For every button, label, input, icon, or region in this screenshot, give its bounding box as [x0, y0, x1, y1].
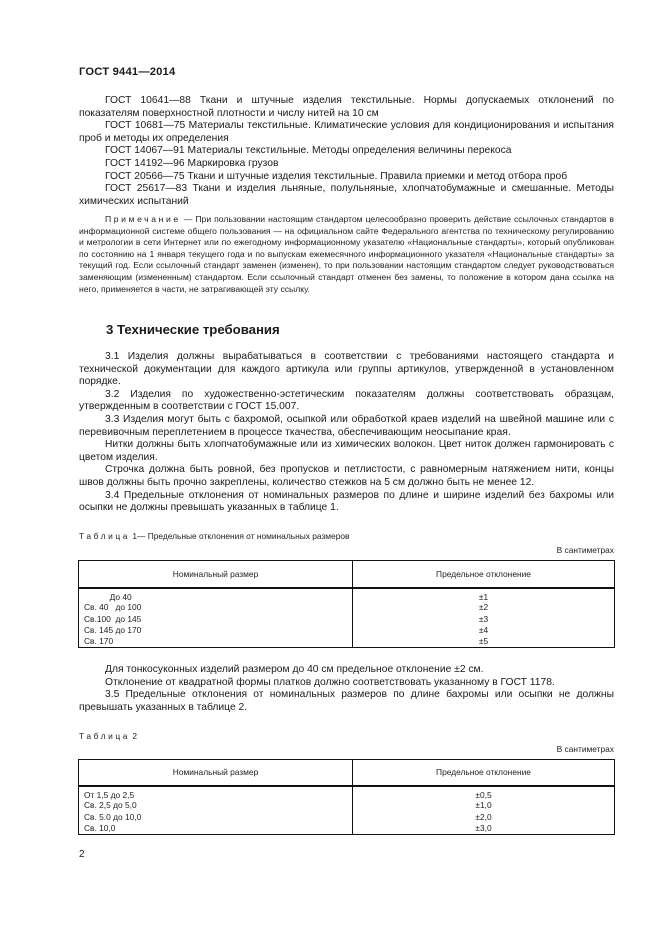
- reference-item: ГОСТ 25617—83 Ткани и изделия льняные, полульняные, хлопчатобумажные и смешанные. Методы химических испытаний: [79, 183, 614, 207]
- table2-cell: ±0,5: [353, 786, 615, 800]
- section-body: [79, 351, 614, 515]
- post-table1-body: [79, 664, 614, 714]
- table1-cell: ±5: [353, 636, 615, 648]
- table2-header-deviation: Предельное отклонение: [353, 760, 615, 786]
- paragraph-3-1: 3.1 Изделия должны вырабатываться в соответствии с требованиями настоящего стандарта и технической документации для каждого артикула или группы артикулов, утвержденной в установленном порядке.: [79, 351, 614, 388]
- table2-header-nominal: Номинальный размер: [79, 760, 353, 786]
- reference-item: ГОСТ 20566—75 Ткани и штучные изделия текстильные. Правила приемки и метод отбора проб: [105, 170, 568, 182]
- table1-cell: До 40: [79, 588, 353, 602]
- reference-item: ГОСТ 10681—75 Материалы текстильные. Климатические условия для кондиционирования и испытания проб и методы их определения: [79, 120, 614, 144]
- section-title: 3 Технические требования: [106, 322, 280, 337]
- table2-cell: От 1,5 до 2,5: [79, 786, 353, 800]
- table2: [78, 759, 615, 835]
- paragraph-3-2: 3.2 Изделия по художественно-эстетическим показателям должны соответствовать образцам, утвержденным в соответствии с ГОСТ 15.007.: [79, 388, 614, 413]
- reference-item: ГОСТ 14067—91 Материалы текстильные. Методы определения величины перекоса: [105, 145, 512, 157]
- table2-cell: ±3,0: [353, 823, 615, 835]
- table1-caption: Таблица 1— Предельные отклонения от номинальных размеров: [79, 531, 350, 541]
- paragraph-threads: Нитки должны быть хлопчатобумажные или из химических волокон. Цвет ниток должен гармонировать с цветом изделия.: [79, 439, 614, 463]
- table2-cell: Св. 10,0: [79, 823, 353, 835]
- note-text: — При пользовании настоящим стандартом целесообразно проверить действие ссылочных стандартов в информационной системе общего пользования — на официальном сайте Федерального агентства по техническому регулированию и метрологии в сети Интернет или по ежегодному информационному указателю «Национальные стандарты», который опубликован по состоянию на 1 января текущего года и по выпускам ежемесячного информационного указателя «Национальные стандарты» за текущий год. Если ссылочный стандарт заменен (изменен), то при пользовании настоящим стандартом следует руководствоваться заменяющим (измененным) стандартом. Если ссылочный стандарт отменен без замены, то положение в котором дана ссылка на него, применяется в части, не затрагивающей эту ссылку.: [79, 214, 614, 294]
- table1-cell: Св. 145 до 170: [79, 625, 353, 637]
- table1-cell: ±4: [353, 625, 615, 637]
- table2-caption: Таблица 2: [79, 731, 138, 741]
- table1-header-nominal: Номинальный размер: [79, 561, 353, 588]
- references-list: [79, 95, 614, 208]
- table2-cell: Св. 2,5 до 5,0: [79, 800, 353, 812]
- paragraph-3-3: 3.3 Изделия могут быть с бахромой, осыпкой или обработкой краев изделий на швейной машине или с перевивочным переплетением в процессе ткачества, обеспечивающим неосыпание края.: [79, 413, 614, 438]
- table1-cell: Св. 170: [79, 636, 353, 648]
- table2-cell: ±1,0: [353, 800, 615, 812]
- paragraph-3-4: 3.4 Предельные отклонения от номинальных размеров по длине и ширине изделий без бахромы или осыпки не должны превышать указанных в таблице 1.: [79, 489, 614, 514]
- reference-item: ГОСТ 14192—96 Маркировка грузов: [105, 157, 279, 169]
- note-paragraph: [79, 214, 614, 295]
- table2-cell: ±2,0: [353, 811, 615, 823]
- paragraph-3-5: 3.5 Предельные отклонения от номинальных размеров по длине бахромы или осыпки не должны превышать указанных в таблице 2.: [79, 689, 614, 713]
- paragraph-stitching: Строчка должна быть ровной, без пропусков и петлистости, с равномерным натяжением нити, концы швов должны быть прочно закреплены, количество стежков на 5 см должно быть не менее 12.: [79, 464, 614, 488]
- note-block: [79, 214, 614, 295]
- paragraph-thin-cloth: Для тонкосуконных изделий размером до 40 см предельное отклонение ±2 см.: [105, 664, 484, 675]
- table1-cell: Св.100 до 145: [79, 613, 353, 625]
- paragraph-square-shape: Отклонение от квадратной формы платков должно соответствовать указанному в ГОСТ 1178.: [105, 676, 555, 688]
- table2-unit: В сантиметрах: [556, 744, 614, 754]
- table1-header-deviation: Предельное отклонение: [353, 561, 615, 588]
- document-header: ГОСТ 9441—2014: [79, 66, 176, 78]
- page-number: 2: [79, 849, 85, 860]
- table1-cell: ±2: [353, 602, 615, 614]
- table1-cell: Св. 40 до 100: [79, 602, 353, 614]
- table1-unit: В сантиметрах: [556, 545, 614, 555]
- table1-cell: ±3: [353, 613, 615, 625]
- table2-cell: Св. 5.0 до 10,0: [79, 811, 353, 823]
- table1: [78, 560, 615, 648]
- note-label: Примечание: [105, 214, 181, 224]
- reference-item: ГОСТ 10641—88 Ткани и штучные изделия текстильные. Нормы допускаемых отклонений по показателям поверхностной плотности и числу нитей на 10 см: [79, 95, 614, 119]
- table1-cell: ±1: [353, 588, 615, 602]
